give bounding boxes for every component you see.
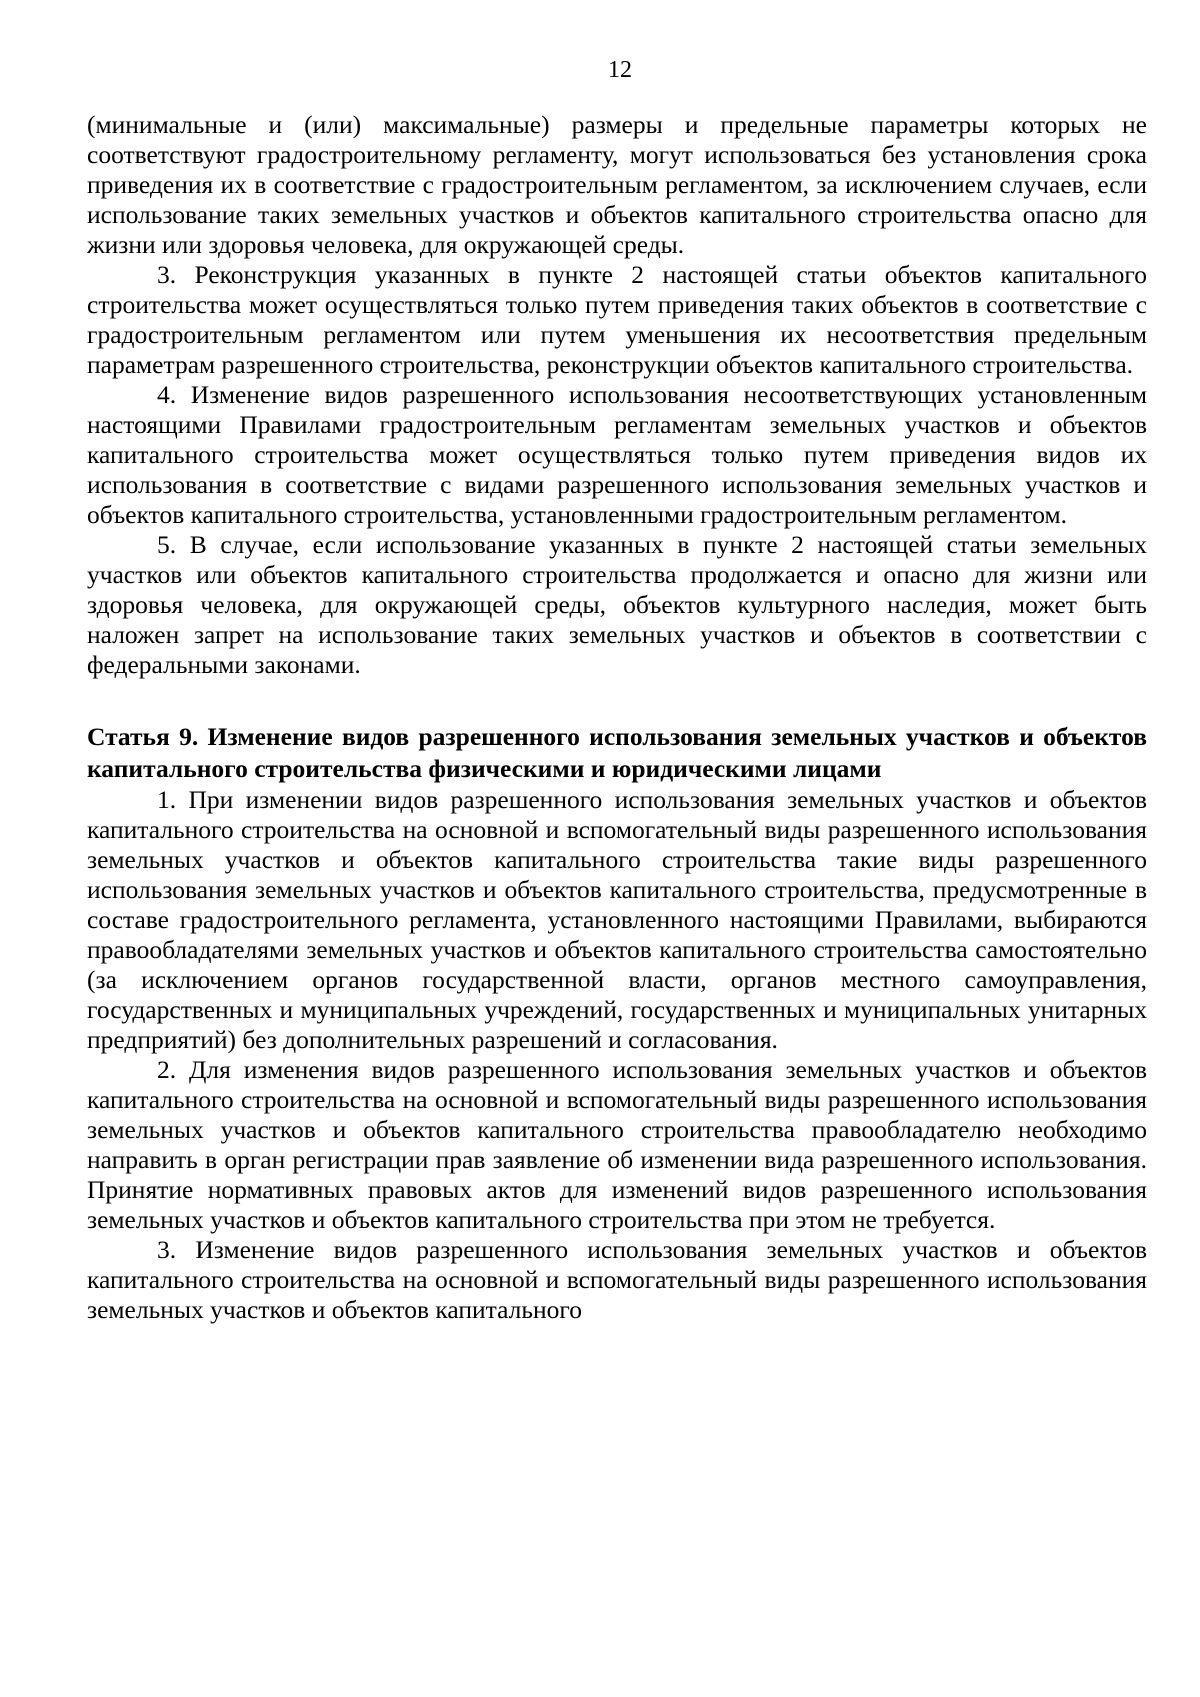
paragraph-item-3: 3. Реконструкция указанных в пункте 2 настоящей статьи объектов капитального строительства может осуществляться только путем приведения таких объектов в соответствие с градостроительным регламентом или путем уменьшения их несоответствия предельным параметрам разрешенного строительства, реконструкции объектов капитального строительства. — [87, 260, 1147, 379]
paragraph-item-5: 5. В случае, если использование указанных в пункте 2 настоящей статьи земельных участков или объектов капитального строительства продолжается и опасно для жизни или здоровья человека, для окружающей среды, объектов культурного наследия, может быть наложен запрет на использование таких земельных участков и объектов в соответствии с федеральными законами. — [87, 530, 1147, 679]
article-9-heading: Статья 9. Изменение видов разрешенного использования земельных участков и объектов капитального строительства физическими и юридическими лицами — [87, 722, 1147, 783]
paragraph-item-4: 4. Изменение видов разрешенного использования несоответствующих установленным настоящими Правилами градостроительным регламентам земельных участков и объектов капитального строительства может осуществляться только путем приведения видов их использования в соответствие с видами разрешенного использования земельных участков и объектов капитального строительства, установленными градостроительным регламентом. — [87, 380, 1147, 529]
article-9-paragraph-2: 2. Для изменения видов разрешенного использования земельных участков и объектов капитального строительства на основной и вспомогательный виды разрешенного использования земельных участков и объектов капитального строительства правообладателю необходимо направить в орган регистрации прав заявление об изменении вида разрешенного использования. Принятие нормативных правовых актов для изменений видов разрешенного использования земельных участков и объектов капитального строительства при этом не требуется. — [87, 1055, 1147, 1234]
article-9-paragraph-1: 1. При изменении видов разрешенного использования земельных участков и объектов капитального строительства на основной и вспомогательный виды разрешенного использования земельных участков и объектов капитального строительства такие виды разрешенного использования земельных участков и объектов капитального строительства, предусмотренные в составе градостроительного регламента, установленного настоящими Правилами, выбираются правообладателями земельных участков и объектов капитального строительства самостоятельно (за исключением органов государственной власти, органов местного самоуправления, государственных и муниципальных учреждений, государственных и муниципальных унитарных предприятий) без дополнительных разрешений и согласования. — [87, 785, 1147, 1054]
document-page — [87, 56, 1147, 1325]
page-number: 12 — [608, 57, 632, 83]
article-9-paragraph-3: 3. Изменение видов разрешенного использования земельных участков и объектов капитального строительства на основной и вспомогательный виды разрешенного использования земельных участков и объектов капитального — [87, 1235, 1147, 1324]
continuation-paragraph: (минимальные и (или) максимальные) размеры и предельные параметры которых не соответствуют градостроительному регламенту, могут использоваться без установления срока приведения их в соответствие с градостроительным регламентом, за исключением случаев, если использование таких земельных участков и объектов капитального строительства опасно для жизни или здоровья человека, для окружающей среды. — [87, 110, 1147, 259]
